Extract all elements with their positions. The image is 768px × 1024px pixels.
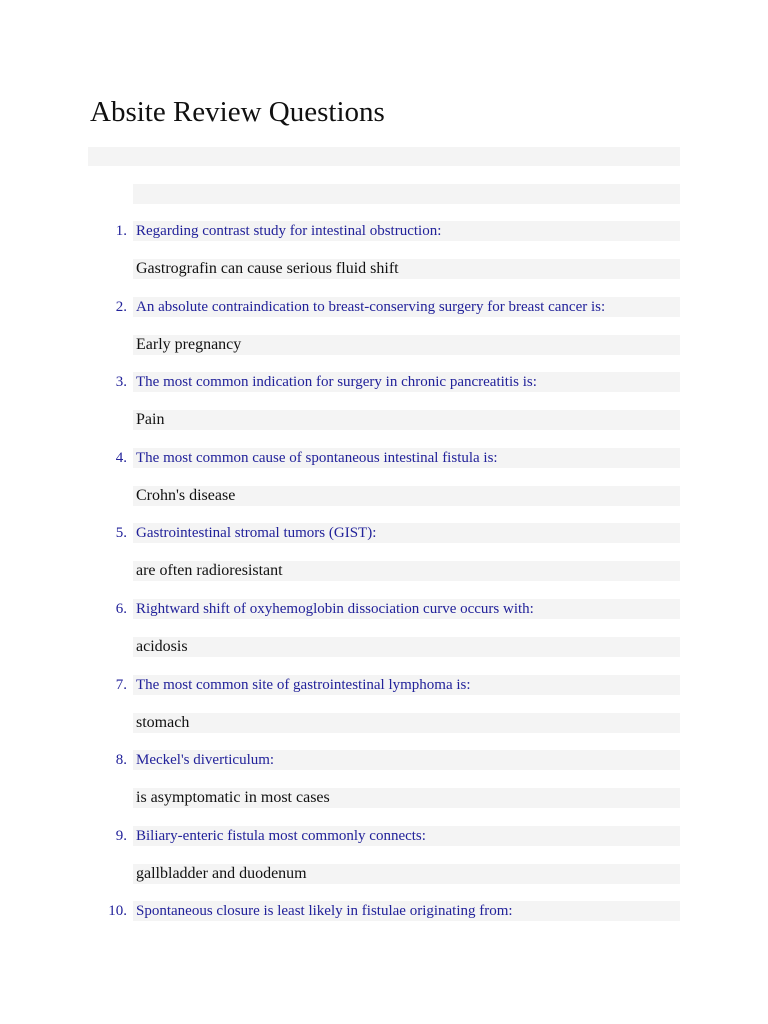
question-text: An absolute contraindication to breast-conserving surgery for breast cancer is:: [136, 299, 606, 315]
question-text: Gastrointestinal stromal tumors (GIST):: [136, 525, 377, 541]
question-number: 7.: [115, 677, 127, 693]
question-text: The most common site of gastrointestinal lymphoma is:: [136, 677, 471, 693]
question-number: 9.: [115, 828, 127, 844]
question-text: Meckel's diverticulum:: [136, 752, 275, 768]
answer-text: Crohn's disease: [136, 487, 236, 504]
answer-text: Pain: [136, 411, 165, 428]
answer-band: [133, 713, 680, 733]
question-number: 1.: [115, 223, 127, 239]
question-number: 5.: [115, 525, 127, 541]
question-number: 3.: [115, 374, 127, 390]
question-text: Biliary-enteric fistula most commonly connects:: [136, 828, 426, 844]
answer-text: stomach: [136, 714, 190, 731]
answer-text: gallbladder and duodenum: [136, 865, 307, 882]
question-number: 10.: [108, 903, 127, 919]
question-text: Spontaneous closure is least likely in fistulae originating from:: [136, 903, 513, 919]
answer-text: acidosis: [136, 638, 188, 655]
page-title: Absite Review Questions: [90, 96, 385, 128]
question-text: The most common cause of spontaneous intestinal fistula is:: [136, 450, 498, 466]
question-number: 4.: [115, 450, 127, 466]
answer-text: are often radioresistant: [136, 562, 283, 579]
question-number: 8.: [115, 752, 127, 768]
answer-band: [133, 637, 680, 657]
question-number: 6.: [115, 601, 127, 617]
question-text: The most common indication for surgery in chronic pancreatitis is:: [136, 374, 537, 390]
answer-text: Early pregnancy: [136, 336, 242, 353]
answer-text: is asymptomatic in most cases: [136, 789, 330, 806]
answer-band: [133, 410, 680, 430]
answer-text: Gastrografin can cause serious fluid shift: [136, 260, 399, 277]
question-text: Regarding contrast study for intestinal obstruction:: [136, 223, 442, 239]
question-text: Rightward shift of oxyhemoglobin dissociation curve occurs with:: [136, 601, 534, 617]
question-number: 2.: [115, 299, 127, 315]
